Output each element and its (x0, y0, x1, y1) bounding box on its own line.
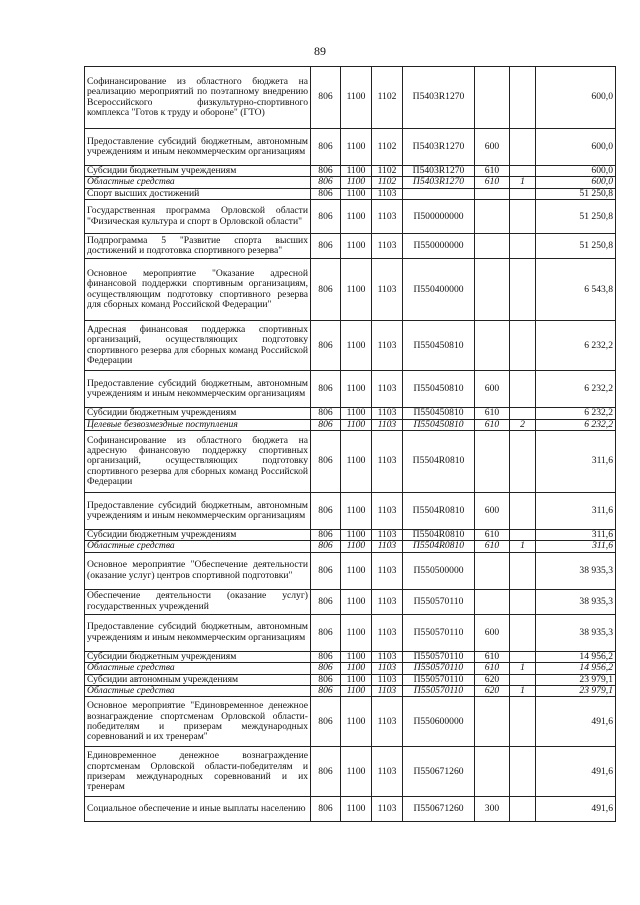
table-row (85, 797, 616, 822)
amount: 600,0 (536, 177, 616, 188)
funding-source-code (510, 697, 536, 747)
funding-source-code (510, 129, 536, 166)
funding-source-code: 1 (510, 177, 536, 188)
subsection-code: 1103 (372, 552, 403, 589)
amount: 491,6 (536, 797, 616, 822)
target-article-code: П5504R0810 (403, 493, 475, 530)
target-article-code: П550570110 (403, 663, 475, 674)
amount: 491,6 (536, 747, 616, 797)
ved-code: 806 (311, 67, 341, 129)
target-article-code: П5403R1270 (403, 67, 475, 129)
table-row (85, 129, 616, 166)
amount: 14 956,2 (536, 663, 616, 674)
amount: 6 232,2 (536, 408, 616, 419)
section-code: 1100 (341, 697, 372, 747)
funding-source-code (510, 530, 536, 541)
ved-code: 806 (311, 589, 341, 614)
funding-source-code: 2 (510, 419, 536, 430)
subsection-code: 1103 (372, 663, 403, 674)
section-code: 1100 (341, 188, 372, 199)
expense-type-code (475, 188, 510, 199)
ved-code: 806 (311, 408, 341, 419)
row-name: Областные средства (85, 686, 311, 697)
table-row (85, 589, 616, 614)
subsection-code: 1103 (372, 589, 403, 614)
table-row (85, 651, 616, 662)
expense-type-code (475, 552, 510, 589)
subsection-code: 1102 (372, 166, 403, 177)
target-article-code: П5504R0810 (403, 530, 475, 541)
row-name: Субсидии бюджетным учреждениям (85, 651, 311, 662)
row-name: Основное мероприятие "Оказание адресной финансовой поддержки спортивным организациям, осуществляющим подготовку спортивного резерва для сборных команд Российской Федерации" (85, 259, 311, 321)
section-code: 1100 (341, 177, 372, 188)
subsection-code: 1103 (372, 321, 403, 371)
section-code: 1100 (341, 67, 372, 129)
table-row (85, 663, 616, 674)
expense-type-code (475, 697, 510, 747)
funding-source-code (510, 797, 536, 822)
section-code: 1100 (341, 419, 372, 430)
ved-code: 806 (311, 552, 341, 589)
funding-source-code (510, 493, 536, 530)
target-article-code: П550450810 (403, 321, 475, 371)
ved-code: 806 (311, 200, 341, 234)
expense-type-code (475, 431, 510, 493)
expense-type-code: 610 (475, 166, 510, 177)
amount: 491,6 (536, 697, 616, 747)
ved-code: 806 (311, 541, 341, 552)
row-name: Подпрограмма 5 "Развитие спорта высших достижений и подготовка спортивного резерва" (85, 234, 311, 259)
amount: 311,6 (536, 530, 616, 541)
ved-code: 806 (311, 697, 341, 747)
funding-source-code (510, 589, 536, 614)
table-row (85, 431, 616, 493)
funding-source-code (510, 188, 536, 199)
row-name: Предоставление субсидий бюджетным, автономным учреждениям и иным некоммерческим организациям (85, 614, 311, 651)
target-article-code: П5504R0810 (403, 431, 475, 493)
subsection-code: 1103 (372, 200, 403, 234)
section-code: 1100 (341, 431, 372, 493)
ved-code: 806 (311, 371, 341, 408)
target-article-code: П550570110 (403, 674, 475, 685)
amount: 6 232,2 (536, 419, 616, 430)
subsection-code: 1103 (372, 408, 403, 419)
section-code: 1100 (341, 686, 372, 697)
section-code: 1100 (341, 747, 372, 797)
table-row (85, 697, 616, 747)
funding-source-code (510, 431, 536, 493)
ved-code: 806 (311, 188, 341, 199)
table-row (85, 686, 616, 697)
funding-source-code: 1 (510, 686, 536, 697)
row-name: Субсидии бюджетным учреждениям (85, 530, 311, 541)
subsection-code: 1103 (372, 674, 403, 685)
target-article-code: П550570110 (403, 686, 475, 697)
amount: 51 250,8 (536, 200, 616, 234)
subsection-code: 1103 (372, 797, 403, 822)
expense-type-code: 610 (475, 408, 510, 419)
funding-source-code: 1 (510, 663, 536, 674)
subsection-code: 1103 (372, 651, 403, 662)
row-name: Софинансирование из областного бюджета на адресную финансовую поддержку спортивных организаций, осуществляющих подготовку спортивного резерва для сборных команд Российской Федерации (85, 431, 311, 493)
subsection-code: 1103 (372, 541, 403, 552)
section-code: 1100 (341, 234, 372, 259)
section-code: 1100 (341, 166, 372, 177)
target-article-code: П5403R1270 (403, 166, 475, 177)
section-code: 1100 (341, 321, 372, 371)
ved-code: 806 (311, 321, 341, 371)
target-article-code: П550671260 (403, 747, 475, 797)
row-name: Основное мероприятие "Единовременное денежное вознаграждение спортсменам Орловской области-победителям и призерам международных соревнований и их тренерам" (85, 697, 311, 747)
target-article-code: П550450810 (403, 419, 475, 430)
expense-type-code: 610 (475, 530, 510, 541)
ved-code: 806 (311, 177, 341, 188)
subsection-code: 1103 (372, 419, 403, 430)
target-article-code: П550450810 (403, 371, 475, 408)
subsection-code: 1103 (372, 697, 403, 747)
ved-code: 806 (311, 234, 341, 259)
amount: 600,0 (536, 67, 616, 129)
ved-code: 806 (311, 651, 341, 662)
target-article-code (403, 188, 475, 199)
expense-type-code (475, 200, 510, 234)
expense-type-code: 610 (475, 651, 510, 662)
amount: 6 232,2 (536, 371, 616, 408)
section-code: 1100 (341, 541, 372, 552)
row-name: Государственная программа Орловской области "Физическая культура и спорт в Орловской области" (85, 200, 311, 234)
funding-source-code (510, 747, 536, 797)
amount: 51 250,8 (536, 188, 616, 199)
subsection-code: 1103 (372, 747, 403, 797)
amount: 600,0 (536, 166, 616, 177)
section-code: 1100 (341, 371, 372, 408)
subsection-code: 1103 (372, 259, 403, 321)
subsection-code: 1103 (372, 188, 403, 199)
row-name: Основное мероприятие "Обеспечение деятельности (оказание услуг) центров спортивной подготовки" (85, 552, 311, 589)
table-row (85, 408, 616, 419)
amount: 23 979,1 (536, 674, 616, 685)
row-name: Спорт высших достижений (85, 188, 311, 199)
expense-type-code: 610 (475, 419, 510, 430)
target-article-code: П550570110 (403, 651, 475, 662)
ved-code: 806 (311, 663, 341, 674)
table-row (85, 177, 616, 188)
row-name: Социальное обеспечение и иные выплаты населению (85, 797, 311, 822)
table-row (85, 747, 616, 797)
row-name: Субсидии бюджетным учреждениям (85, 166, 311, 177)
target-article-code: П550570110 (403, 589, 475, 614)
table-row (85, 321, 616, 371)
amount: 600,0 (536, 129, 616, 166)
amount: 51 250,8 (536, 234, 616, 259)
ved-code: 806 (311, 493, 341, 530)
ved-code: 806 (311, 530, 341, 541)
amount: 38 935,3 (536, 589, 616, 614)
table-row (85, 541, 616, 552)
subsection-code: 1103 (372, 431, 403, 493)
section-code: 1100 (341, 651, 372, 662)
table-row (85, 200, 616, 234)
target-article-code: П550671260 (403, 797, 475, 822)
ved-code: 806 (311, 419, 341, 430)
funding-source-code (510, 259, 536, 321)
expense-type-code (475, 259, 510, 321)
amount: 38 935,3 (536, 552, 616, 589)
table-row (85, 614, 616, 651)
section-code: 1100 (341, 797, 372, 822)
target-article-code: П5504R0810 (403, 541, 475, 552)
table-row (85, 552, 616, 589)
target-article-code: П550450810 (403, 408, 475, 419)
section-code: 1100 (341, 589, 372, 614)
table-row (85, 166, 616, 177)
amount: 311,6 (536, 431, 616, 493)
target-article-code: П500000000 (403, 200, 475, 234)
row-name: Областные средства (85, 663, 311, 674)
funding-source-code (510, 234, 536, 259)
funding-source-code (510, 408, 536, 419)
expense-type-code: 600 (475, 614, 510, 651)
table-row (85, 371, 616, 408)
row-name: Адресная финансовая поддержка спортивных организаций, осуществляющих подготовку спортивного резерва для сборных команд Российской Федерации (85, 321, 311, 371)
subsection-code: 1102 (372, 67, 403, 129)
expense-type-code: 600 (475, 129, 510, 166)
subsection-code: 1103 (372, 530, 403, 541)
row-name: Областные средства (85, 177, 311, 188)
section-code: 1100 (341, 530, 372, 541)
ved-code: 806 (311, 614, 341, 651)
row-name: Предоставление субсидий бюджетным, автономным учреждениям и иным некоммерческим организациям (85, 371, 311, 408)
ved-code: 806 (311, 686, 341, 697)
subsection-code: 1102 (372, 129, 403, 166)
funding-source-code (510, 200, 536, 234)
row-name: Предоставление субсидий бюджетным, автономным учреждениям и иным некоммерческим организациям (85, 493, 311, 530)
table-row (85, 674, 616, 685)
funding-source-code (510, 674, 536, 685)
ved-code: 806 (311, 129, 341, 166)
target-article-code: П550600000 (403, 697, 475, 747)
budget-table (84, 66, 616, 822)
section-code: 1100 (341, 129, 372, 166)
expense-type-code (475, 321, 510, 371)
expense-type-code: 600 (475, 371, 510, 408)
row-name: Субсидии автономным учреждениям (85, 674, 311, 685)
expense-type-code: 620 (475, 686, 510, 697)
target-article-code: П550400000 (403, 259, 475, 321)
section-code: 1100 (341, 259, 372, 321)
subsection-code: 1102 (372, 177, 403, 188)
expense-type-code: 620 (475, 674, 510, 685)
table-row (85, 419, 616, 430)
row-name: Субсидии бюджетным учреждениям (85, 408, 311, 419)
table-row (85, 493, 616, 530)
section-code: 1100 (341, 552, 372, 589)
amount: 6 543,8 (536, 259, 616, 321)
section-code: 1100 (341, 493, 372, 530)
amount: 23 979,1 (536, 686, 616, 697)
expense-type-code (475, 234, 510, 259)
expense-type-code: 610 (475, 541, 510, 552)
ved-code: 806 (311, 747, 341, 797)
table-row (85, 530, 616, 541)
subsection-code: 1103 (372, 614, 403, 651)
funding-source-code (510, 552, 536, 589)
expense-type-code (475, 747, 510, 797)
section-code: 1100 (341, 614, 372, 651)
row-name: Софинансирование из областного бюджета на реализацию мероприятий по поэтапному внедрению Всероссийского физкультурно-спортивного комплекса "Готов к труду и обороне" (ГТО) (85, 67, 311, 129)
expense-type-code: 610 (475, 177, 510, 188)
row-name: Целевые безвозмездные поступления (85, 419, 311, 430)
target-article-code: П550000000 (403, 234, 475, 259)
section-code: 1100 (341, 200, 372, 234)
row-name: Единовременное денежное вознаграждение спортсменам Орловской области-победителям и призерам международных соревнований и их тренерам (85, 747, 311, 797)
target-article-code: П5403R1270 (403, 129, 475, 166)
funding-source-code: 1 (510, 541, 536, 552)
ved-code: 806 (311, 431, 341, 493)
subsection-code: 1103 (372, 234, 403, 259)
funding-source-code (510, 321, 536, 371)
subsection-code: 1103 (372, 371, 403, 408)
section-code: 1100 (341, 408, 372, 419)
expense-type-code: 610 (475, 663, 510, 674)
ved-code: 806 (311, 674, 341, 685)
table-row (85, 188, 616, 199)
expense-type-code (475, 589, 510, 614)
table-row (85, 67, 616, 129)
amount: 38 935,3 (536, 614, 616, 651)
ved-code: 806 (311, 166, 341, 177)
subsection-code: 1103 (372, 493, 403, 530)
section-code: 1100 (341, 674, 372, 685)
target-article-code: П5403R1270 (403, 177, 475, 188)
target-article-code: П550500000 (403, 552, 475, 589)
expense-type-code (475, 67, 510, 129)
target-article-code: П550570110 (403, 614, 475, 651)
funding-source-code (510, 166, 536, 177)
ved-code: 806 (311, 797, 341, 822)
row-name: Областные средства (85, 541, 311, 552)
amount: 311,6 (536, 541, 616, 552)
amount: 6 232,2 (536, 321, 616, 371)
row-name: Предоставление субсидий бюджетным, автономным учреждениям и иным некоммерческим организациям (85, 129, 311, 166)
amount: 14 956,2 (536, 651, 616, 662)
expense-type-code: 300 (475, 797, 510, 822)
funding-source-code (510, 651, 536, 662)
funding-source-code (510, 67, 536, 129)
expense-type-code: 600 (475, 493, 510, 530)
amount: 311,6 (536, 493, 616, 530)
funding-source-code (510, 614, 536, 651)
table-row (85, 259, 616, 321)
subsection-code: 1103 (372, 686, 403, 697)
section-code: 1100 (341, 663, 372, 674)
ved-code: 806 (311, 259, 341, 321)
row-name: Обеспечение деятельности (оказание услуг) государственных учреждений (85, 589, 311, 614)
funding-source-code (510, 371, 536, 408)
table-row (85, 234, 616, 259)
page-number: 89 (314, 44, 326, 58)
